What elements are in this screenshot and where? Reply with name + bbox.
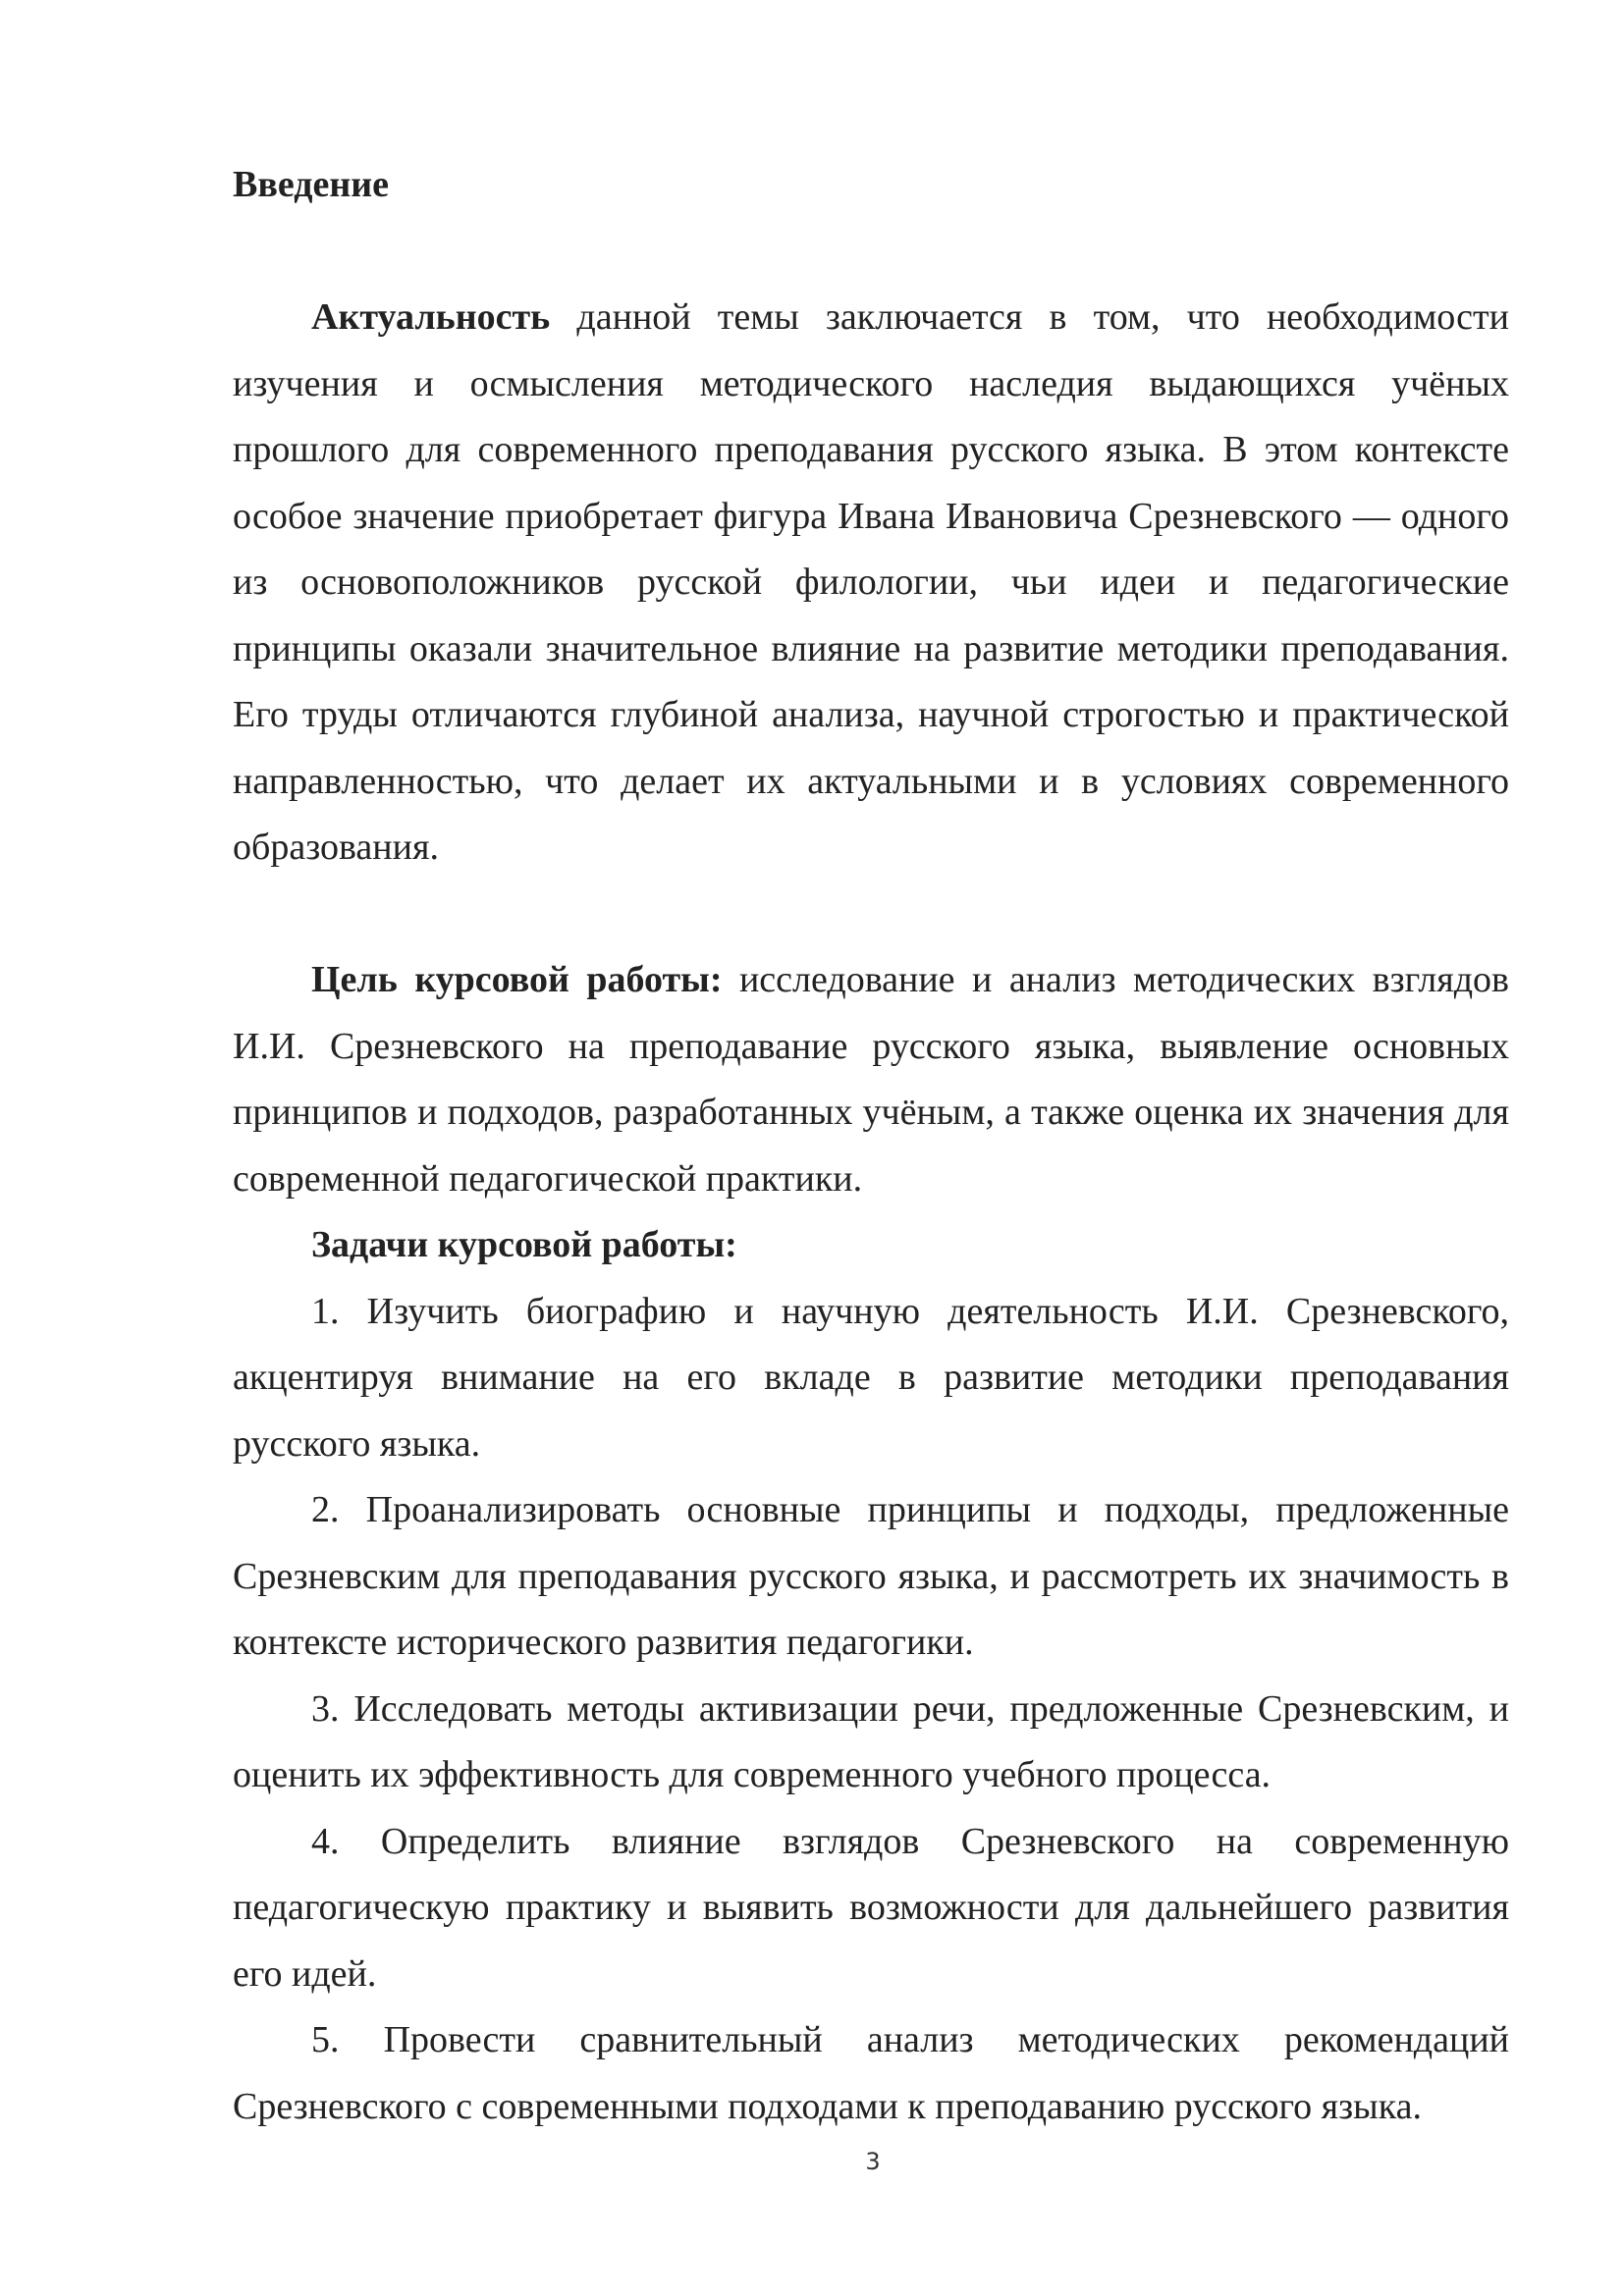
tasks-heading: Задачи курсовой работы: <box>311 1224 737 1265</box>
page-number: 3 <box>865 2148 881 2175</box>
task-item: 5. Провести сравнительный анализ методических рекомендаций Срезневского с современными подходами к преподаванию русского языка. <box>233 2019 1509 2127</box>
relevance-text: данной темы заключается в том, что необходимости изучения и осмысления методического наследия выдающихся учёных прошлого для современного преподавания русского языка. В этом контексте особое значение приобретает фигура Ивана Ивановича Срезневского — одного из основоположников русской филологии, чьи идеи и педагогические принципы оказали значительное влияние на развитие методики преподавания. Его труды отличаются глубиной анализа, научной строгостью и практической направленностью, что делает их актуальными и в условиях современного образования. <box>233 296 1509 868</box>
section-title: Введение <box>233 164 389 205</box>
relevance-paragraph <box>233 285 1509 881</box>
goal-lead: Цель курсовой работы: <box>311 959 723 1000</box>
task-item: 2. Проанализировать основные принципы и подходы, предложенные Срезневским для преподавания русского языка, и рассмотреть их значимость в контексте исторического развития педагогики. <box>233 1489 1509 1663</box>
goal-text: исследование и анализ методических взглядов И.И. Срезневского на преподавание русского языка, выявление основных принципов и подходов, разработанных учёным, а также оценка их значения для современной педагогической практики. <box>233 959 1509 1200</box>
relevance-lead: Актуальность <box>311 296 551 338</box>
task-item: 1. Изучить биографию и научную деятельность И.И. Срезневского, акцентируя внимание на его вкладе в развитие методики преподавания русского языка. <box>233 1290 1509 1465</box>
goal-paragraph <box>233 947 1509 1212</box>
spacer <box>233 881 1509 948</box>
spacer <box>233 219 1509 286</box>
task-item: 3. Исследовать методы активизации речи, предложенные Срезневским, и оценить их эффективность для современного учебного процесса. <box>233 1687 1509 1795</box>
task-item: 4. Определить влияние взглядов Срезневского на современную педагогическую практику и выявить возможности для дальнейшего развития его идей. <box>233 1820 1509 1995</box>
page-content <box>233 152 1509 2140</box>
